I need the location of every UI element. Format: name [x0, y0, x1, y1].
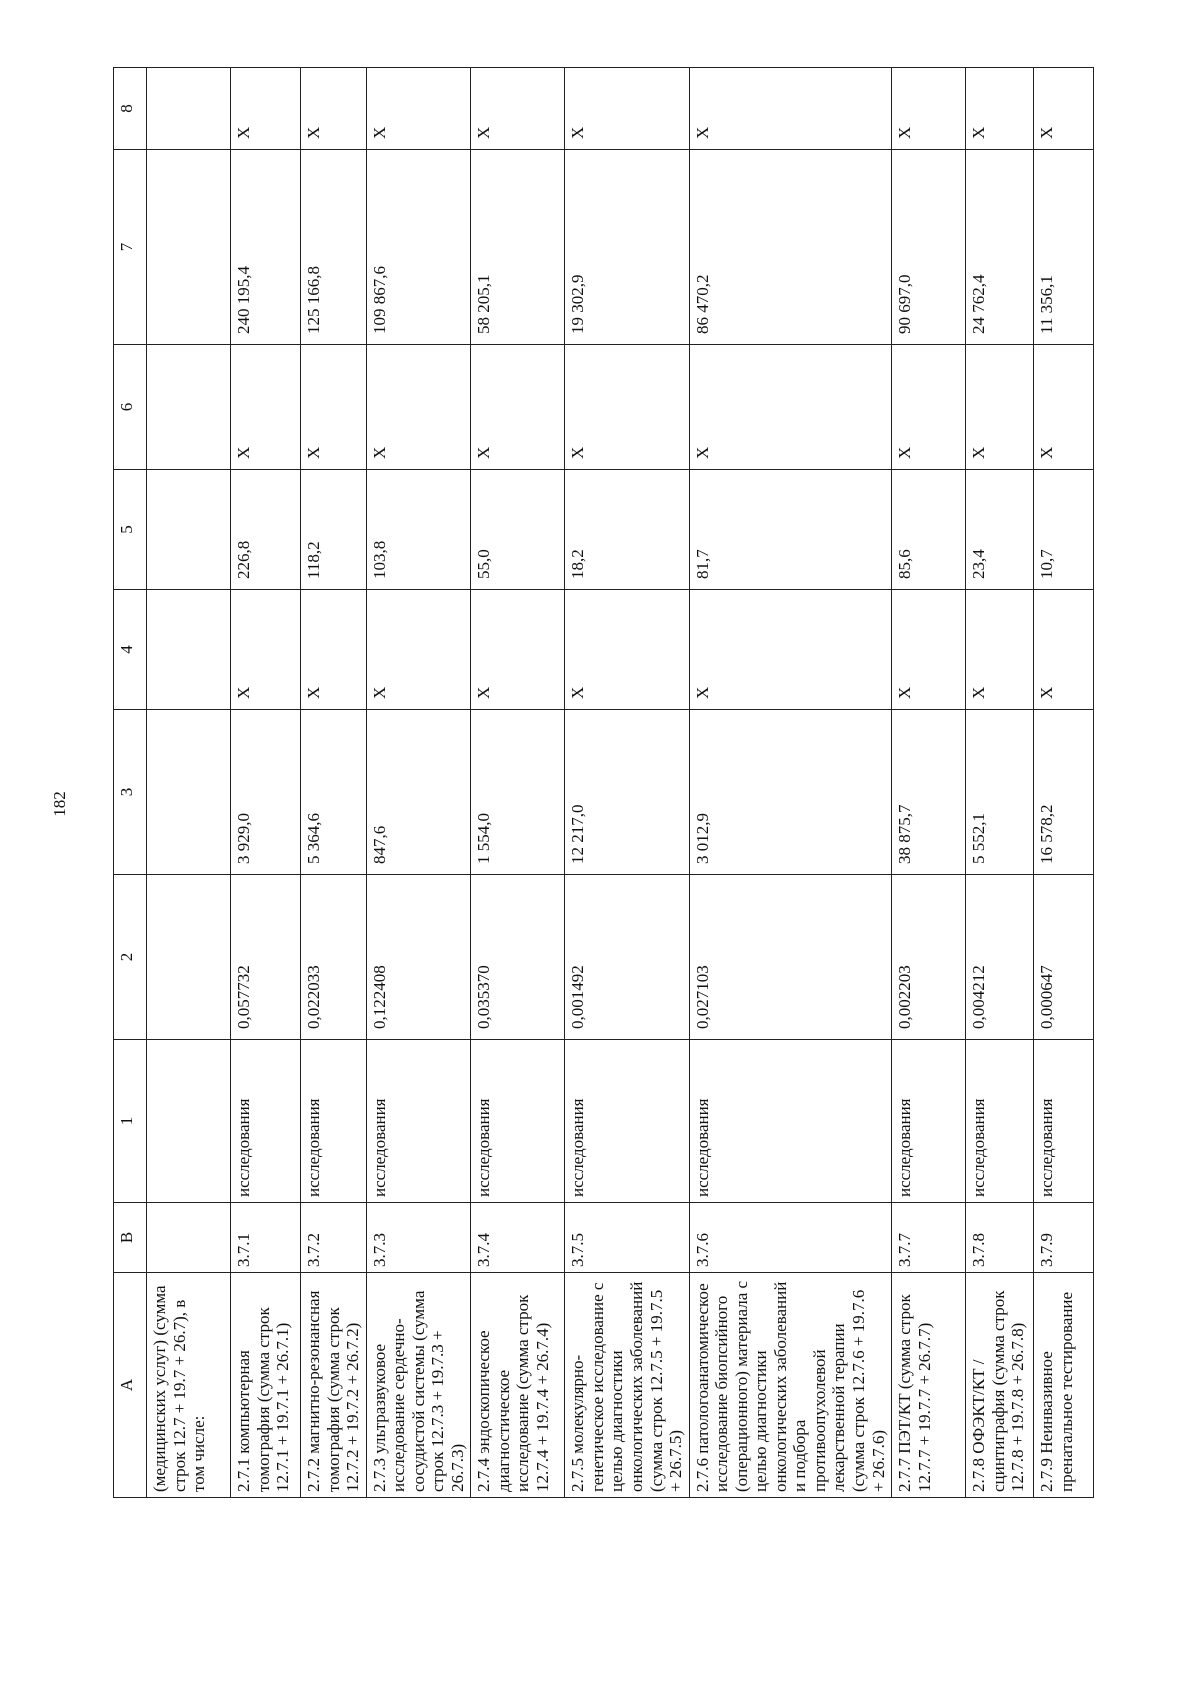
- cell-col5: [147, 470, 231, 590]
- row-unit: исследования: [231, 1040, 301, 1203]
- cell-col4: [147, 590, 231, 710]
- cell-col6: Х: [471, 345, 565, 470]
- cell-col6: Х: [892, 345, 966, 470]
- cell-col7: 86 470,2: [689, 150, 891, 345]
- cell-col3: 3 929,0: [231, 710, 301, 875]
- cell-col7: 58 205,1: [471, 150, 565, 345]
- cell-col6: Х: [966, 345, 1034, 470]
- cell-col7: 11 356,1: [1034, 150, 1094, 345]
- row-unit: исследования: [892, 1040, 966, 1203]
- row-unit: исследования: [1034, 1040, 1094, 1203]
- cell-col6: Х: [231, 345, 301, 470]
- cell-col4: Х: [1034, 590, 1094, 710]
- row-name: 2.7.6 патологоанатомическое исследование биопсийного (операционного) материала с целью диагностики онкологических заболеваний и подбора противоопухолевой лекарственной терапии (сумма строк 12.7.6 + 19.7.6 + 26.7.6): [689, 1273, 891, 1498]
- column-header: 4: [114, 590, 147, 710]
- row-code: 3.7.5: [565, 1203, 689, 1273]
- cell-col3: 3 012,9: [689, 710, 891, 875]
- column-header: 2: [114, 875, 147, 1040]
- cell-col5: 10,7: [1034, 470, 1094, 590]
- row-unit: [147, 1040, 231, 1203]
- cell-col3: 1 554,0: [471, 710, 565, 875]
- cell-col3: 16 578,2: [1034, 710, 1094, 875]
- cell-col4: Х: [471, 590, 565, 710]
- column-header: 7: [114, 150, 147, 345]
- cell-col8: [147, 68, 231, 150]
- cell-col7: 125 166,8: [301, 150, 367, 345]
- cell-col6: Х: [366, 345, 471, 470]
- cell-col2: 0,057732: [231, 875, 301, 1040]
- cell-col2: 0,027103: [689, 875, 891, 1040]
- cell-col3: 5 552,1: [966, 710, 1034, 875]
- cell-col4: Х: [966, 590, 1034, 710]
- column-header: 8: [114, 68, 147, 150]
- cell-col7: 24 762,4: [966, 150, 1034, 345]
- row-code: 3.7.3: [366, 1203, 471, 1273]
- row-unit: исследования: [471, 1040, 565, 1203]
- cell-col7: [147, 150, 231, 345]
- column-header: 6: [114, 345, 147, 470]
- table-row: [231, 68, 301, 1498]
- cell-col2: 0,001492: [565, 875, 689, 1040]
- row-code: 3.7.9: [1034, 1203, 1094, 1273]
- row-code: 3.7.8: [966, 1203, 1034, 1273]
- cell-col4: Х: [892, 590, 966, 710]
- cell-col5: 81,7: [689, 470, 891, 590]
- cell-col4: Х: [689, 590, 891, 710]
- cell-col6: Х: [301, 345, 367, 470]
- cell-col2: 0,022033: [301, 875, 367, 1040]
- table-row: [471, 68, 565, 1498]
- table-row: [301, 68, 367, 1498]
- cell-col2: 0,000647: [1034, 875, 1094, 1040]
- cell-col8: Х: [231, 68, 301, 150]
- row-name: 2.7.1 компьютерная томография (сумма строк 12.7.1 + 19.7.1 + 26.7.1): [231, 1273, 301, 1498]
- row-unit: исследования: [966, 1040, 1034, 1203]
- cell-col7: 109 867,6: [366, 150, 471, 345]
- cell-col8: Х: [1034, 68, 1094, 150]
- cell-col6: Х: [689, 345, 891, 470]
- row-code: 3.7.4: [471, 1203, 565, 1273]
- row-unit: исследования: [301, 1040, 367, 1203]
- row-name: 2.7.3 ультразвуковое исследование сердечно-сосудистой системы (сумма строк 12.7.3 + 19.7.3 + 26.7.3): [366, 1273, 471, 1498]
- row-code: 3.7.1: [231, 1203, 301, 1273]
- cell-col5: 226,8: [231, 470, 301, 590]
- cell-col5: 18,2: [565, 470, 689, 590]
- cell-col8: Х: [892, 68, 966, 150]
- cell-col4: Х: [301, 590, 367, 710]
- cell-col5: 118,2: [301, 470, 367, 590]
- cell-col5: 23,4: [966, 470, 1034, 590]
- table-row: [689, 68, 891, 1498]
- column-header: B: [114, 1203, 147, 1273]
- cell-col8: Х: [471, 68, 565, 150]
- cell-col8: Х: [565, 68, 689, 150]
- cell-col8: Х: [366, 68, 471, 150]
- cell-col7: 90 697,0: [892, 150, 966, 345]
- data-table: [113, 67, 1094, 1498]
- table-row: [366, 68, 471, 1498]
- row-unit: исследования: [689, 1040, 891, 1203]
- cell-col3: 12 217,0: [565, 710, 689, 875]
- rotated-table-wrapper: [113, 68, 1083, 1498]
- row-name: (медицинских услуг) (сумма строк 12.7 + 19.7 + 26.7), в том числе:: [147, 1273, 231, 1498]
- column-header: 5: [114, 470, 147, 590]
- table-row: [147, 68, 231, 1498]
- cell-col6: [147, 345, 231, 470]
- row-name: 2.7.8 ОФЭКТ/КТ /сцинтиграфия (сумма строк 12.7.8 + 19.7.8 + 26.7.8): [966, 1273, 1034, 1498]
- row-name: 2.7.2 магнитно-резонансная томография (сумма строк 12.7.2 + 19.7.2 + 26.7.2): [301, 1273, 367, 1498]
- cell-col3: [147, 710, 231, 875]
- cell-col7: 19 302,9: [565, 150, 689, 345]
- column-header: 3: [114, 710, 147, 875]
- cell-col2: 0,122408: [366, 875, 471, 1040]
- cell-col5: 103,8: [366, 470, 471, 590]
- row-code: [147, 1203, 231, 1273]
- row-unit: исследования: [565, 1040, 689, 1203]
- table-row: [565, 68, 689, 1498]
- cell-col2: [147, 875, 231, 1040]
- row-name: 2.7.4 эндоскопическое диагностическое исследование (сумма строк 12.7.4 + 19.7.4 + 26.7.4): [471, 1273, 565, 1498]
- row-name: 2.7.7 ПЭТ/КТ (сумма строк 12.7.7 + 19.7.7 + 26.7.7): [892, 1273, 966, 1498]
- cell-col5: 85,6: [892, 470, 966, 590]
- cell-col8: Х: [689, 68, 891, 150]
- row-name: 2.7.5 молекулярно-генетическое исследование с целью диагностики онкологических заболеваний (сумма строк 12.7.5 + 19.7.5 + 26.7.5): [565, 1273, 689, 1498]
- cell-col2: 0,035370: [471, 875, 565, 1040]
- cell-col3: 5 364,6: [301, 710, 367, 875]
- row-code: 3.7.7: [892, 1203, 966, 1273]
- table-row: [892, 68, 966, 1498]
- cell-col7: 240 195,4: [231, 150, 301, 345]
- cell-col6: Х: [1034, 345, 1094, 470]
- cell-col3: 38 875,7: [892, 710, 966, 875]
- cell-col5: 55,0: [471, 470, 565, 590]
- cell-col6: Х: [565, 345, 689, 470]
- cell-col8: Х: [301, 68, 367, 150]
- cell-col3: 847,6: [366, 710, 471, 875]
- cell-col2: 0,002203: [892, 875, 966, 1040]
- row-name: 2.7.9 Неинвазивное пренатальное тестирование: [1034, 1273, 1094, 1498]
- table-header-row: [114, 68, 147, 1498]
- column-header: 1: [114, 1040, 147, 1203]
- table-row: [966, 68, 1034, 1498]
- page-number: 182: [50, 791, 69, 817]
- row-code: 3.7.6: [689, 1203, 891, 1273]
- row-unit: исследования: [366, 1040, 471, 1203]
- cell-col4: Х: [231, 590, 301, 710]
- row-code: 3.7.2: [301, 1203, 367, 1273]
- cell-col8: Х: [966, 68, 1034, 150]
- cell-col2: 0,004212: [966, 875, 1034, 1040]
- table-row: [1034, 68, 1094, 1498]
- column-header: A: [114, 1273, 147, 1498]
- cell-col4: Х: [366, 590, 471, 710]
- cell-col4: Х: [565, 590, 689, 710]
